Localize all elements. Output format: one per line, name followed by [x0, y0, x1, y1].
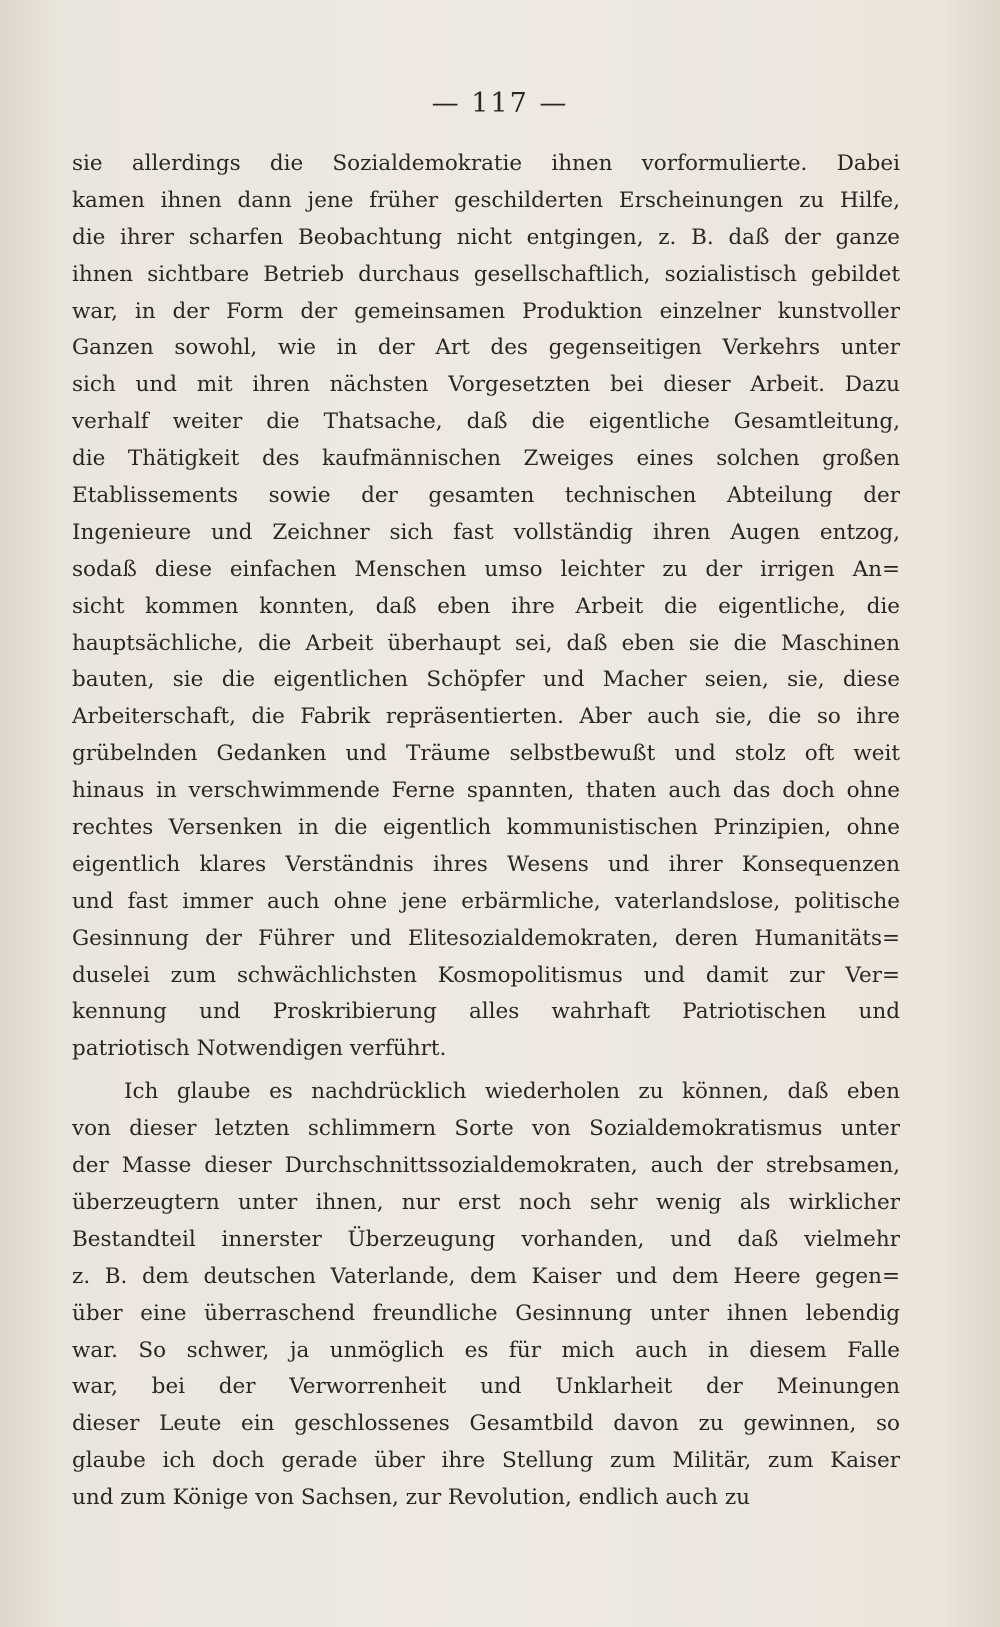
- text-line: war, bei der Verworrenheit und Unklarheit der Meinungen: [72, 1374, 900, 1400]
- text-line: Ich glaube es nachdrücklich wiederholen zu können, daß eben: [124, 1079, 900, 1105]
- text-line: sie allerdings die Sozialdemokratie ihnen vorformulierte. Dabei: [72, 151, 900, 176]
- text-line: Ganzen sowohl, wie in der Art des gegenseitigen Verkehrs unter: [72, 335, 900, 361]
- text-line: hinaus in verschwimmende Ferne spannten, thaten auch das doch ohne: [72, 778, 900, 804]
- text-line: war. So schwer, ja unmöglich es für mich auch in diesem Falle: [72, 1337, 900, 1363]
- text-line: sodaß diese einfachen Menschen umso leichter zu der irrigen An=: [72, 556, 900, 582]
- text-line: grübelnden Gedanken und Träume selbstbewußt und stolz oft weit: [72, 741, 900, 767]
- text-line: der Masse dieser Durchschnittssozialdemokraten, auch der strebsamen,: [72, 1153, 900, 1179]
- text-line: Etablissements sowie der gesamten technischen Abteilung der: [72, 483, 900, 509]
- text-line: sicht kommen konnten, daß eben ihre Arbeit die eigentliche, die: [72, 593, 900, 619]
- text-line: hauptsächliche, die Arbeit überhaupt sei, daß eben sie die Maschinen: [72, 630, 900, 656]
- text-line: eigentlich klares Verständnis ihres Wesens und ihrer Konsequenzen: [72, 851, 900, 877]
- text-line: überzeugtern unter ihnen, nur erst noch sehr wenig als wirklicher: [72, 1189, 900, 1215]
- page-number: — 117 —: [431, 88, 569, 119]
- paragraph: [72, 1074, 900, 1517]
- text-line: über eine überraschend freundliche Gesinnung unter ihnen lebendig: [72, 1300, 900, 1326]
- text-line: rechtes Versenken in die eigentlich kommunistischen Prinzipien, ohne: [72, 815, 900, 841]
- text-line: Arbeiterschaft, die Fabrik repräsentierten. Aber auch sie, die so ihre: [72, 704, 900, 730]
- text-line: duselei zum schwächlichsten Kosmopolitismus und damit zur Ver=: [72, 962, 900, 988]
- text-line: kamen ihnen dann jene früher geschilderten Erscheinungen zu Hilfe,: [72, 187, 900, 213]
- text-line: die ihrer scharfen Beobachtung nicht entgingen, z. B. daß der ganze: [72, 224, 900, 250]
- text-line: ihnen sichtbare Betrieb durchaus gesellschaftlich, sozialistisch gebildet: [72, 261, 900, 287]
- text-line: die Thätigkeit des kaufmännischen Zweiges eines solchen großen: [72, 446, 900, 472]
- text-line: und fast immer auch ohne jene erbärmliche, vaterlandslose, politische: [72, 888, 900, 914]
- text-line: bauten, sie die eigentlichen Schöpfer und Macher seien, sie, diese: [72, 667, 900, 693]
- text-line: sich und mit ihren nächsten Vorgesetzten bei dieser Arbeit. Dazu: [72, 372, 900, 398]
- text-line: Gesinnung der Führer und Elitesozialdemokraten, deren Humanitäts=: [72, 925, 900, 951]
- text-line: war, in der Form der gemeinsamen Produktion einzelner kunstvoller: [72, 298, 900, 324]
- text-line: patriotisch Notwendigen verführt.: [72, 1036, 447, 1062]
- text-line: glaube ich doch gerade über ihre Stellung zum Militär, zum Kaiser: [72, 1448, 900, 1474]
- text-line: z. B. dem deutschen Vaterlande, dem Kaiser und dem Heere gegen=: [72, 1263, 900, 1289]
- text-line: dieser Leute ein geschlossenes Gesamtbild davon zu gewinnen, so: [72, 1411, 900, 1437]
- text-line: und zum Könige von Sachsen, zur Revolution, endlich auch zu: [72, 1485, 750, 1511]
- text-line: kennung und Proskribierung alles wahrhaft Patriotischen und: [72, 999, 900, 1025]
- text-line: Ingenieure und Zeichner sich fast vollständig ihren Augen entzog,: [72, 519, 900, 545]
- paragraph: [72, 146, 900, 1068]
- body-text: [72, 146, 900, 1517]
- text-line: verhalf weiter die Thatsache, daß die eigentliche Gesamtleitung,: [72, 409, 900, 435]
- text-line: von dieser letzten schlimmern Sorte von Sozialdemokratismus unter: [72, 1116, 900, 1142]
- text-line: Bestandteil innerster Überzeugung vorhanden, und daß vielmehr: [72, 1226, 900, 1252]
